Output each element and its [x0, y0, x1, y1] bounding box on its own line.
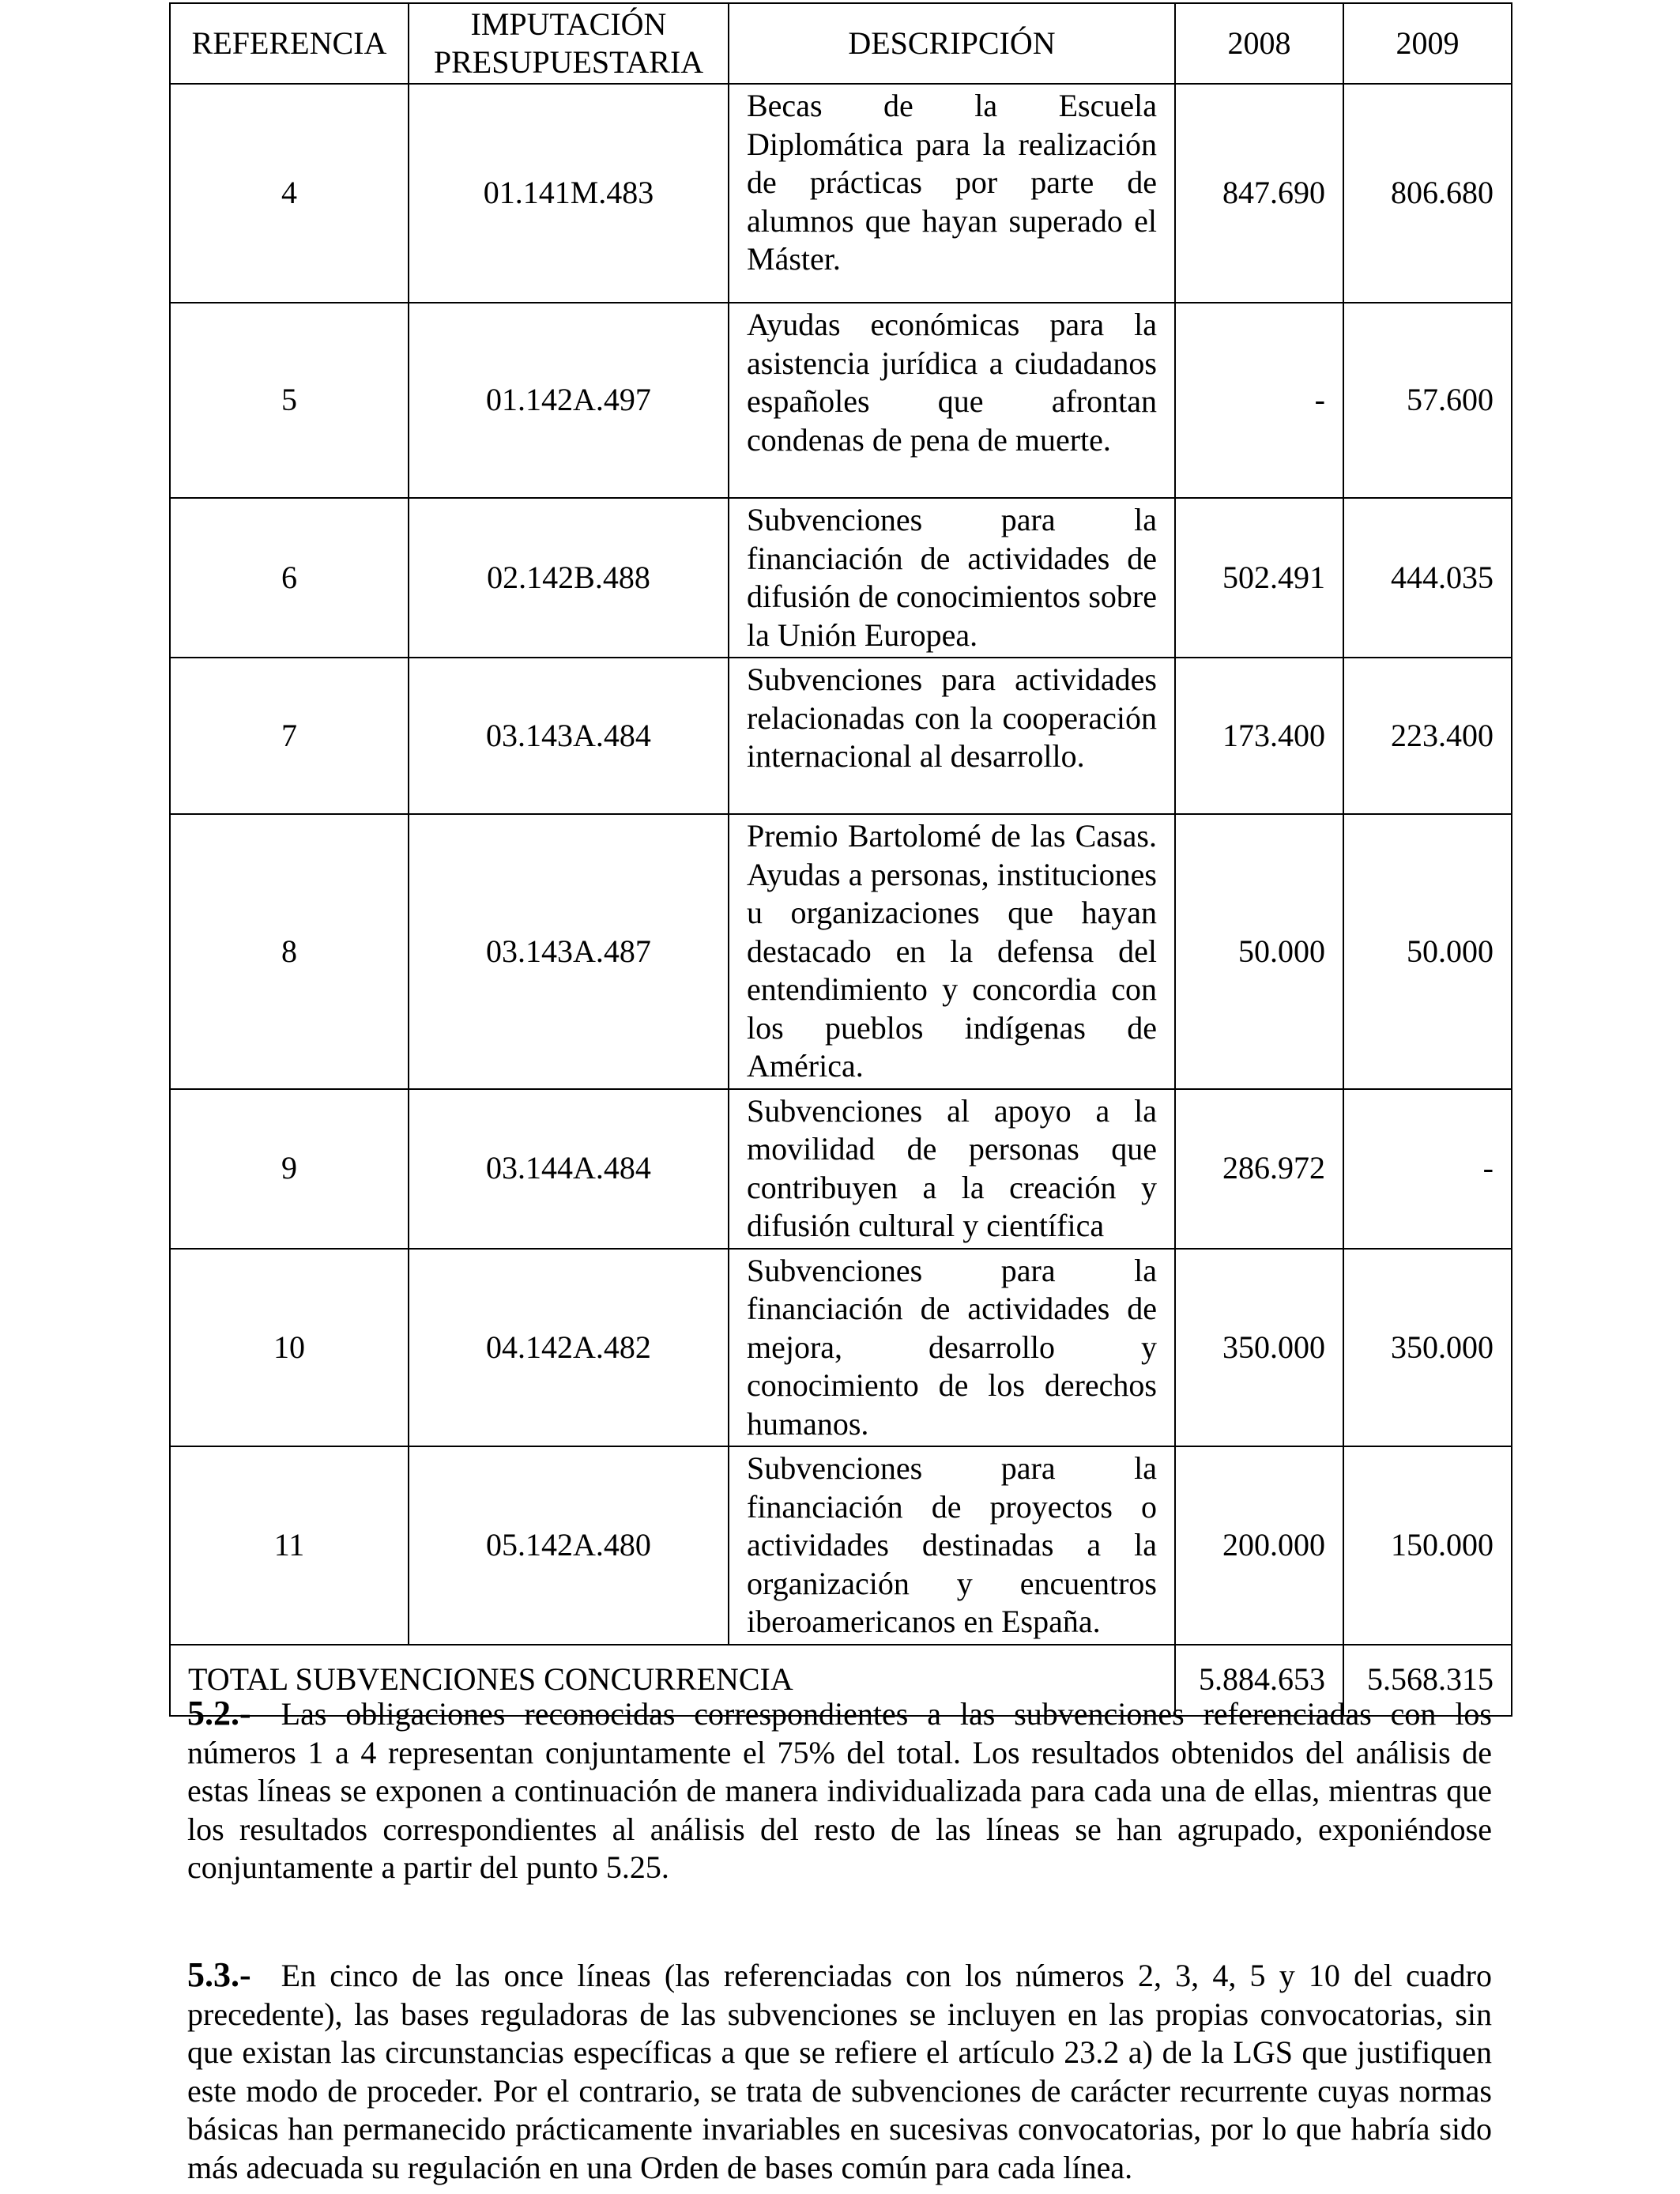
cell-referencia: 7: [170, 658, 409, 814]
cell-descripcion: Subvenciones para actividades relacionadas con la cooperación internacional al desarrollo.: [729, 658, 1175, 814]
header-2008: 2008: [1175, 3, 1343, 84]
cell-2008: -: [1175, 303, 1343, 498]
cell-descripcion: Subvenciones para la financiación de actividades de difusión de conocimientos sobre la Unión Europea.: [729, 498, 1175, 658]
cell-2009: 50.000: [1343, 814, 1512, 1089]
cell-referencia: 8: [170, 814, 409, 1089]
paragraph-5-3: [187, 1956, 1492, 2187]
total-2009: 5.568.315: [1343, 1645, 1512, 1716]
cell-2009: 150.000: [1343, 1446, 1512, 1645]
cell-2009: 350.000: [1343, 1249, 1512, 1447]
cell-2008: 847.690: [1175, 84, 1343, 303]
cell-referencia: 6: [170, 498, 409, 658]
cell-imputacion: 01.142A.497: [409, 303, 729, 498]
header-referencia: REFERENCIA: [170, 3, 409, 84]
cell-descripcion: Premio Bartolomé de las Casas. Ayudas a personas, instituciones u organizaciones que hayan destacado en la defensa del entendimiento y concordia con los pueblos indígenas de América.: [729, 814, 1175, 1089]
table-header-row: [170, 3, 1512, 84]
cell-imputacion: 01.141M.483: [409, 84, 729, 303]
cell-referencia: 10: [170, 1249, 409, 1447]
header-imputacion-line2: PRESUPUESTARIA: [433, 44, 704, 80]
cell-referencia: 4: [170, 84, 409, 303]
cell-imputacion: 03.143A.484: [409, 658, 729, 814]
cell-2008: 286.972: [1175, 1089, 1343, 1249]
cell-2008: 200.000: [1175, 1446, 1343, 1645]
cell-2008: 350.000: [1175, 1249, 1343, 1447]
cell-2008: 502.491: [1175, 498, 1343, 658]
table-row: [170, 498, 1512, 658]
table-row: [170, 814, 1512, 1089]
cell-referencia: 9: [170, 1089, 409, 1249]
header-descripcion: DESCRIPCIÓN: [729, 3, 1175, 84]
paragraph-text: En cinco de las once líneas (las referenciadas con los números 2, 3, 4, 5 y 10 del cuadro precedente), las bases reguladoras de las subvenciones se incluyen en las propias convocatorias, sin que existan las circunstancias específicas a que se refiere el artículo 23.2 a) de la LGS que justifiquen este modo de proceder. Por el contrario, se trata de subvenciones de carácter recurrente cuyas normas básicas han permanecido prácticamente invariables en sucesivas convocatorias, por lo que habría sido más adecuada su regulación en una Orden de bases común para cada línea.: [187, 1958, 1492, 2185]
cell-descripcion: Subvenciones al apoyo a la movilidad de personas que contribuyen a la creación y difusión cultural y científica: [729, 1089, 1175, 1249]
subsidies-table: [169, 2, 1512, 1717]
paragraph-text: Las obligaciones reconocidas correspondientes a las subvenciones referenciadas con los números 1 a 4 representan conjuntamente el 75% del total. Los resultados obtenidos del análisis de estas líneas se exponen a continuación de manera individualizada para cada una de ellas, mientras que los resultados correspondientes al análisis del resto de las líneas se han agrupado, exponiéndose conjuntamente a partir del punto 5.25.: [187, 1696, 1492, 1885]
cell-2009: 444.035: [1343, 498, 1512, 658]
cell-2009: 57.600: [1343, 303, 1512, 498]
cell-descripcion: Ayudas económicas para la asistencia jurídica a ciudadanos españoles que afrontan condenas de pena de muerte.: [729, 303, 1175, 498]
cell-imputacion: 05.142A.480: [409, 1446, 729, 1645]
cell-imputacion: 02.142B.488: [409, 498, 729, 658]
table-row: [170, 1249, 1512, 1447]
header-2009: 2009: [1343, 3, 1512, 84]
cell-2008: 173.400: [1175, 658, 1343, 814]
cell-descripcion: Becas de la Escuela Diplomática para la realización de prácticas por parte de alumnos que hayan superado el Máster.: [729, 84, 1175, 303]
cell-imputacion: 03.144A.484: [409, 1089, 729, 1249]
table-row: [170, 1446, 1512, 1645]
cell-referencia: 11: [170, 1446, 409, 1645]
cell-referencia: 5: [170, 303, 409, 498]
cell-descripcion: Subvenciones para la financiación de proyectos o actividades destinadas a la organización y encuentros iberoamericanos en España.: [729, 1446, 1175, 1645]
total-label: TOTAL SUBVENCIONES CONCURRENCIA: [170, 1645, 1175, 1716]
total-2008: 5.884.653: [1175, 1645, 1343, 1716]
header-imputacion-line1: IMPUTACIÓN: [470, 6, 667, 42]
cell-imputacion: 04.142A.482: [409, 1249, 729, 1447]
paragraph-number: 5.3.-: [187, 1955, 251, 1994]
header-imputacion: [409, 3, 729, 84]
cell-descripcion: Subvenciones para la financiación de actividades de mejora, desarrollo y conocimiento de los derechos humanos.: [729, 1249, 1175, 1447]
table-row: [170, 1089, 1512, 1249]
cell-2008: 50.000: [1175, 814, 1343, 1089]
cell-2009: 223.400: [1343, 658, 1512, 814]
table-row: [170, 658, 1512, 814]
table-row: [170, 84, 1512, 303]
cell-2009: 806.680: [1343, 84, 1512, 303]
table-row: [170, 303, 1512, 498]
paragraph-number: 5.2.-: [187, 1694, 251, 1732]
cell-imputacion: 03.143A.487: [409, 814, 729, 1089]
cell-2009: -: [1343, 1089, 1512, 1249]
paragraph-5-2: [187, 1695, 1492, 1887]
